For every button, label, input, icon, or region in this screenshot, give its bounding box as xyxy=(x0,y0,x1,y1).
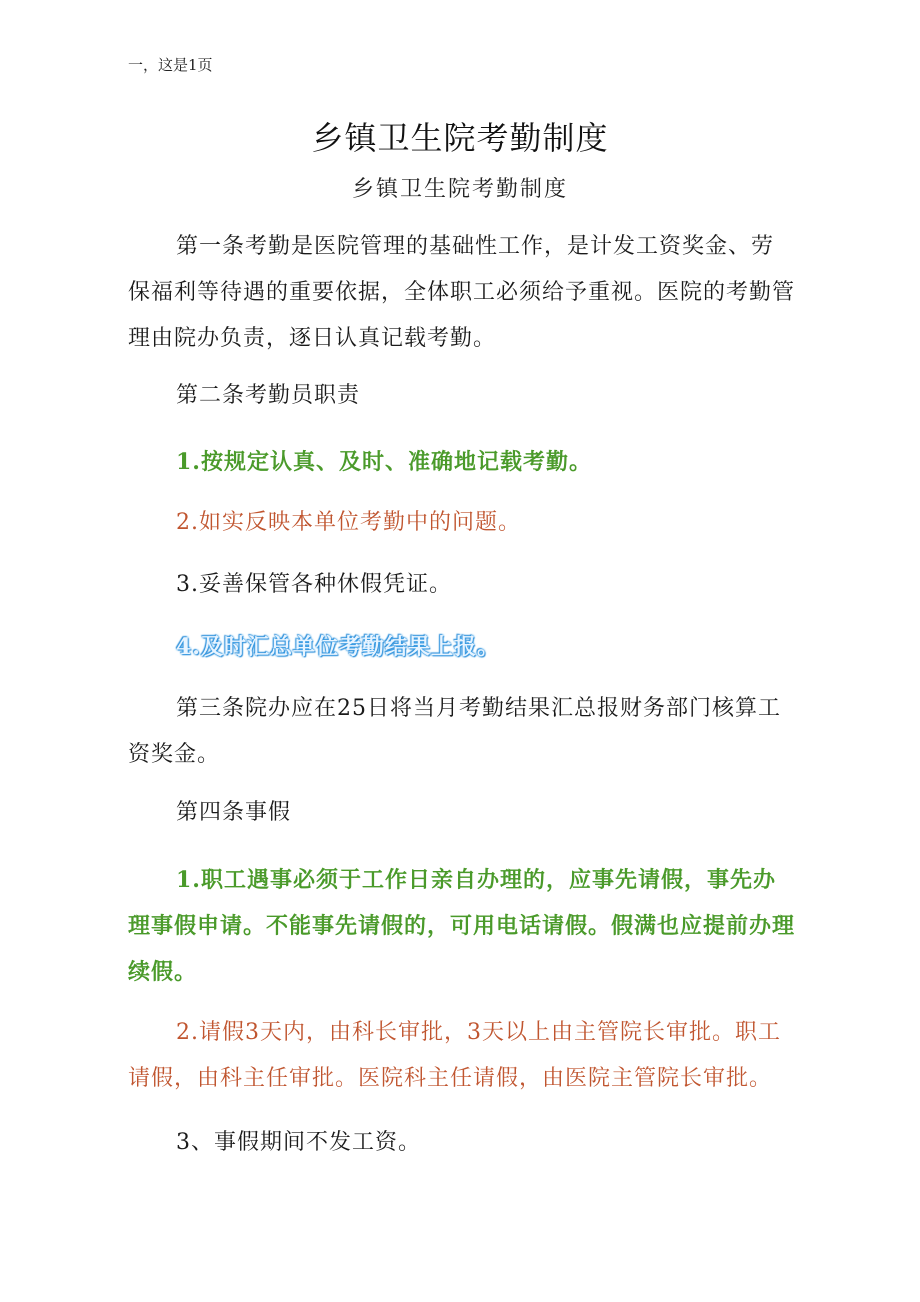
article-2-heading: 第二条考勤员职责 xyxy=(176,383,361,408)
document-subtitle: 乡镇卫生院考勤制度 xyxy=(351,177,568,202)
document-title: 乡镇卫生院考勤制度 xyxy=(311,119,609,157)
article-3: 第三条院办应在25日将当月考勤结果汇总报财务部门核算工资奖金。 xyxy=(128,696,781,767)
article-2-item-1: 1.按规定认真、及时、准确地记载考勤。 xyxy=(176,449,592,475)
article-4-item-2: 2.请假3天内，由科长审批，3天以上由主管院长审批。职工请假，由科主任审批。医院科主任请假，由医院主管院长审批。 xyxy=(128,1020,781,1091)
article-2-item-3: 3.妥善保管各种休假凭证。 xyxy=(176,572,452,597)
article-4-heading: 第四条事假 xyxy=(176,800,292,825)
page-header-note: 一，这是1页 xyxy=(128,56,213,74)
article-2-item-2: 2.如实反映本单位考勤中的问题。 xyxy=(176,510,521,535)
article-1: 第一条考勤是医院管理的基础性工作，是计发工资奖金、劳保福利等待遇的重要依据，全体职工必须给予重视。医院的考勤管理由院办负责，逐日认真记载考勤。 xyxy=(128,234,796,351)
article-4-item-1: 1.职工遇事必须于工作日亲自办理的，应事先请假，事先办理事假申请。不能事先请假的，可用电话请假。假满也应提前办理续假。 xyxy=(128,867,796,985)
article-4-item-3: 3、事假期间不发工资。 xyxy=(176,1130,421,1155)
article-2-item-4: 4.及时汇总单位考勤结果上报。 xyxy=(176,634,500,660)
